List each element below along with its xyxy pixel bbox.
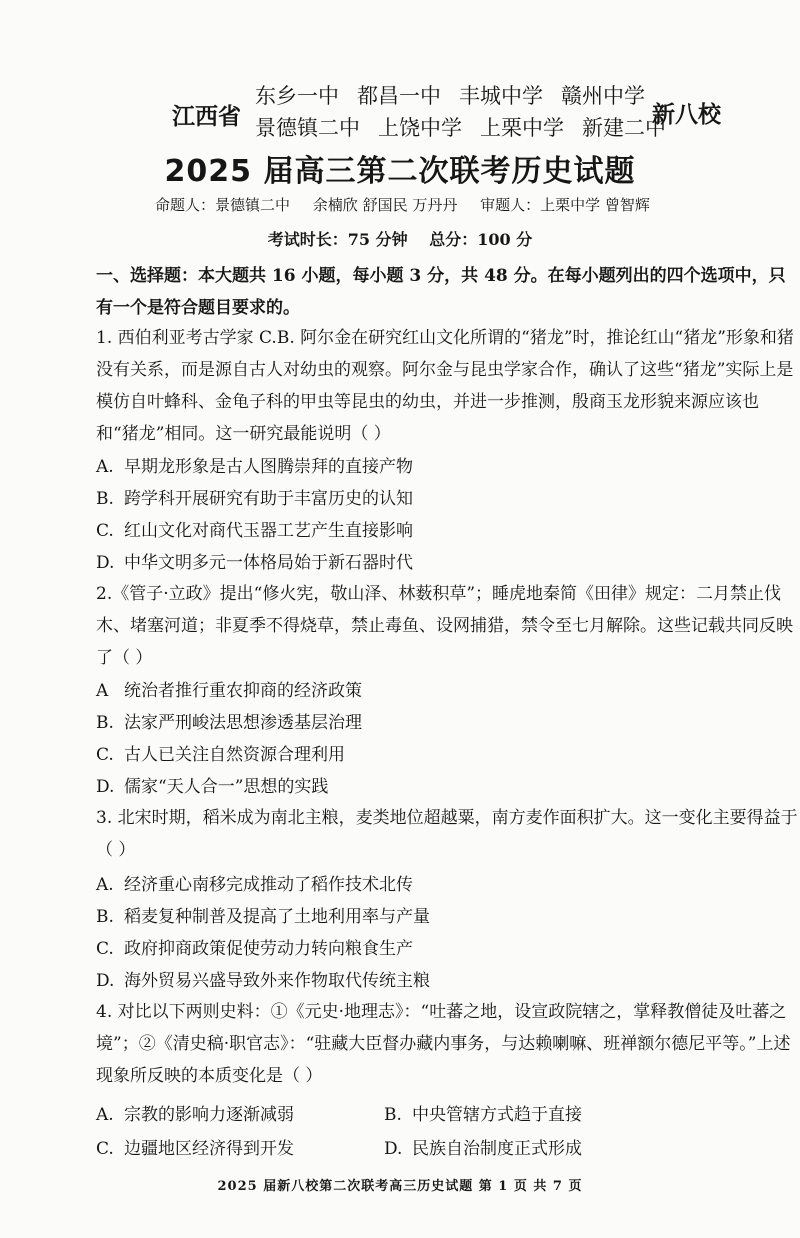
exam-score: 总分：100 分 — [429, 230, 533, 249]
option-text: 稻麦复种制普及提高了土地利用率与产量 — [124, 907, 430, 927]
question-3-option-a — [96, 870, 413, 895]
reviewer-label: 审题人：上栗中学 曾智辉 — [480, 196, 650, 214]
option-letter: C. — [96, 521, 114, 541]
option-text: 跨学科开展研究有助于丰富历史的认知 — [124, 489, 413, 509]
option-text: 民族自治制度正式形成 — [412, 1139, 582, 1159]
school-name: 都昌一中 — [357, 84, 441, 108]
question-1-option-a — [96, 452, 413, 477]
option-letter: C. — [96, 745, 114, 765]
school-name: 丰城中学 — [459, 84, 543, 108]
question-4-option-c — [96, 1134, 294, 1159]
question-2-option-b — [96, 708, 362, 733]
option-letter: C. — [96, 939, 114, 959]
page-footer: 2025 届新八校第二次联考高三历史试题 第 1 页 共 7 页 — [217, 1179, 583, 1194]
union-label: 新八校 — [652, 101, 721, 128]
option-letter: B. — [96, 713, 114, 733]
option-letter: A. — [96, 1105, 114, 1125]
section-intro: 一、选择题：本大题共 16 小题，每小题 3 分，共 48 分。在每小题列出的四个选项中，只有一个是符合题目要求的。 — [96, 266, 786, 318]
school-list — [255, 80, 666, 144]
question-1-option-c — [96, 516, 413, 541]
question-1-option-b — [96, 484, 413, 509]
option-letter: C. — [96, 1139, 114, 1159]
option-letter: A. — [96, 875, 114, 895]
school-row-1 — [255, 80, 655, 112]
setters-line — [155, 194, 668, 215]
question-3-option-c — [96, 934, 413, 959]
option-text: 中华文明多元一体格局始于新石器时代 — [124, 553, 413, 573]
option-text: 海外贸易兴盛导致外来作物取代传统主粮 — [124, 971, 430, 991]
school-name: 上栗中学 — [480, 116, 564, 140]
option-letter: D. — [96, 971, 115, 991]
option-text: 宗教的影响力逐渐减弱 — [124, 1105, 294, 1125]
exam-title: 2025 届高三第二次联考历史试题 — [164, 154, 636, 189]
option-text: 早期龙形象是古人图腾崇拜的直接产物 — [124, 457, 413, 477]
option-letter: B. — [384, 1105, 402, 1125]
option-text: 统治者推行重农抑商的经济政策 — [124, 681, 362, 701]
school-name: 赣州中学 — [561, 84, 645, 108]
setter-label: 命题人：景德镇二中 — [155, 196, 291, 214]
option-text: 中央管辖方式趋于直接 — [412, 1105, 582, 1125]
exam-info — [0, 227, 800, 250]
question-4-option-d — [384, 1134, 582, 1159]
question-2-option-a — [96, 676, 362, 701]
school-name: 景德镇二中 — [255, 116, 360, 140]
option-text: 边疆地区经济得到开发 — [124, 1139, 294, 1159]
question-2-stem: 2.《管子·立政》提出“修火宪，敬山泽、林薮积草”；睡虎地秦简《田律》规定：二月禁止伐木、堵塞河道；非夏季不得烧草，禁止毒鱼、设网捕猎，禁令至七月解除。这些记载共同反映了（ ） — [96, 584, 793, 668]
option-letter: B. — [96, 907, 114, 927]
question-2-option-d — [96, 772, 328, 797]
option-text: 法家严刑峻法思想渗透基层治理 — [124, 713, 362, 733]
option-letter: D. — [96, 553, 115, 573]
question-3-option-d — [96, 966, 430, 991]
option-letter: B. — [96, 489, 114, 509]
question-4-option-b — [384, 1100, 582, 1125]
option-text: 政府抑商政策促使劳动力转向粮食生产 — [124, 939, 413, 959]
question-1-option-d — [96, 548, 413, 573]
school-name: 东乡一中 — [255, 84, 339, 108]
question-4-stem: 4. 对比以下两则史料：①《元史·地理志》：“吐蕃之地，设宣政院辖之，掌释教僧徒及吐蕃之境”；②《清史稿·职官志》：“驻藏大臣督办藏内事务，与达赖喇嘛、班禅额尔德尼平等。”上述现象所反映的本质变化是（ ） — [96, 1002, 791, 1086]
school-row-2 — [255, 112, 666, 144]
question-3-option-b — [96, 902, 430, 927]
option-text: 红山文化对商代玉器工艺产生直接影响 — [124, 521, 413, 541]
question-4-option-a — [96, 1100, 294, 1125]
school-name: 上饶中学 — [378, 116, 462, 140]
setter-names: 余楠欣 舒国民 万丹丹 — [312, 196, 458, 214]
question-3-stem: 3. 北宋时期，稻米成为南北主粮，麦类地位超越粟，南方麦作面积扩大。这一变化主要得益于（ ） — [96, 808, 798, 860]
question-2-option-c — [96, 740, 345, 765]
province-label: 江西省 — [172, 103, 241, 130]
option-letter: D. — [96, 777, 115, 797]
option-letter: A. — [96, 457, 114, 477]
option-text: 古人已关注自然资源合理利用 — [124, 745, 345, 765]
option-letter: A — [96, 681, 109, 701]
question-1-stem: 1. 西伯利亚考古学家 C.B. 阿尔金在研究红山文化所谓的“猪龙”时，推论红山“猪龙”形象和猪没有关系，而是源自古人对幼虫的观察。阿尔金与昆虫学家合作，确认了这些“猪龙”实际上是模仿自叶蜂科、金龟子科的甲虫等昆虫的幼虫，并进一步推测，殷商玉龙形貌来源应该也和“猪龙”相同。这一研究最能说明（ ） — [96, 328, 794, 444]
exam-duration: 考试时长：75 分钟 — [267, 230, 408, 249]
option-text: 经济重心南移完成推动了稻作技术北传 — [124, 875, 413, 895]
option-text: 儒家“天人合一”思想的实践 — [124, 777, 329, 797]
school-name: 新建二中 — [582, 116, 666, 140]
option-letter: D. — [384, 1139, 403, 1159]
